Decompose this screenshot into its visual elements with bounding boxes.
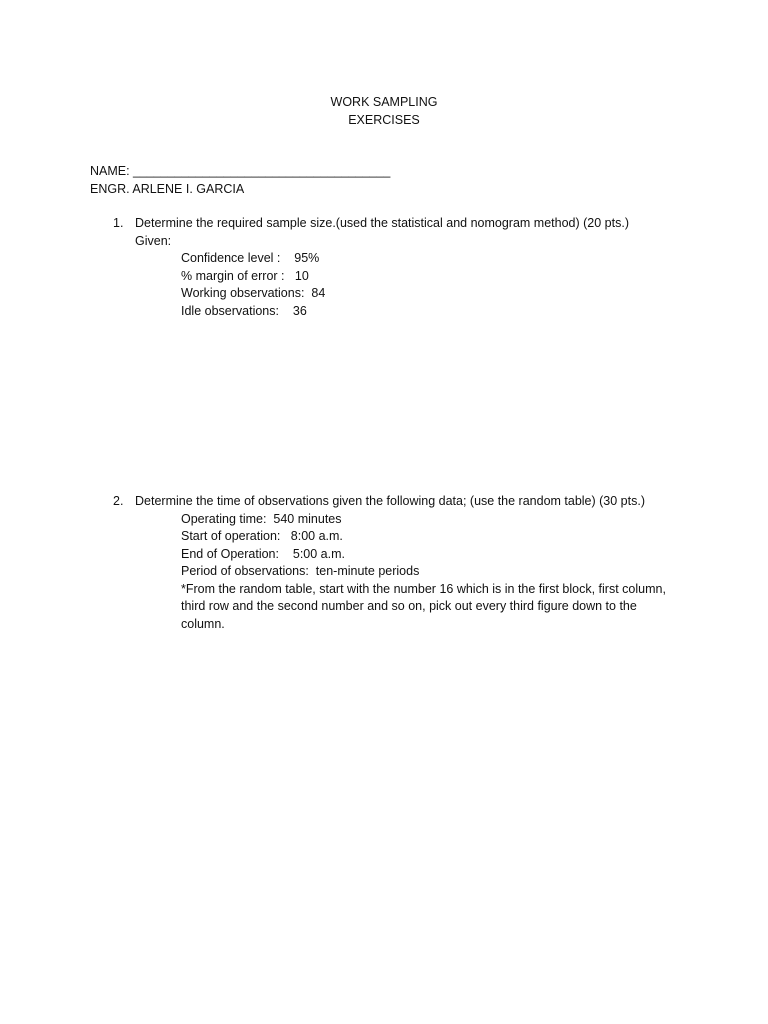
- question-number: 2.: [113, 494, 124, 508]
- given-list: [181, 250, 693, 320]
- title-line-2: EXERCISES: [348, 112, 420, 127]
- document-header: [90, 163, 390, 198]
- question-number: 1.: [113, 216, 124, 230]
- data-list: [181, 511, 693, 634]
- document-title: [0, 94, 768, 129]
- name-field-line: NAME: _____________________________________: [90, 164, 391, 178]
- given-item: Idle observations: 36: [181, 303, 307, 318]
- question-prompt: Determine the required sample size.(used the statistical and nomogram method) (20 pts.): [135, 216, 629, 230]
- instructor-name: ENGR. ARLENE I. GARCIA: [90, 181, 245, 196]
- question-1: [113, 215, 693, 320]
- data-item: Start of operation: 8:00 a.m.: [181, 529, 343, 543]
- question-prompt: Determine the time of observations given the following data; (use the random table) (30 pts.): [135, 494, 645, 508]
- data-item: Period of observations: ten-minute periods: [181, 564, 420, 578]
- instruction-note: *From the random table, start with the number 16 which is in the first block, first column, third row and the second number and so on, pick out every third figure down to the column.: [181, 581, 666, 631]
- given-item: Confidence level : 95%: [181, 251, 320, 265]
- question-2: [113, 493, 693, 633]
- given-item: % margin of error : 10: [181, 268, 309, 283]
- given-item: Working observations: 84: [181, 286, 326, 300]
- data-item: End of Operation: 5:00 a.m.: [181, 546, 345, 561]
- title-line-1: WORK SAMPLING: [330, 95, 438, 109]
- given-label: Given:: [135, 233, 172, 248]
- data-item: Operating time: 540 minutes: [181, 511, 342, 526]
